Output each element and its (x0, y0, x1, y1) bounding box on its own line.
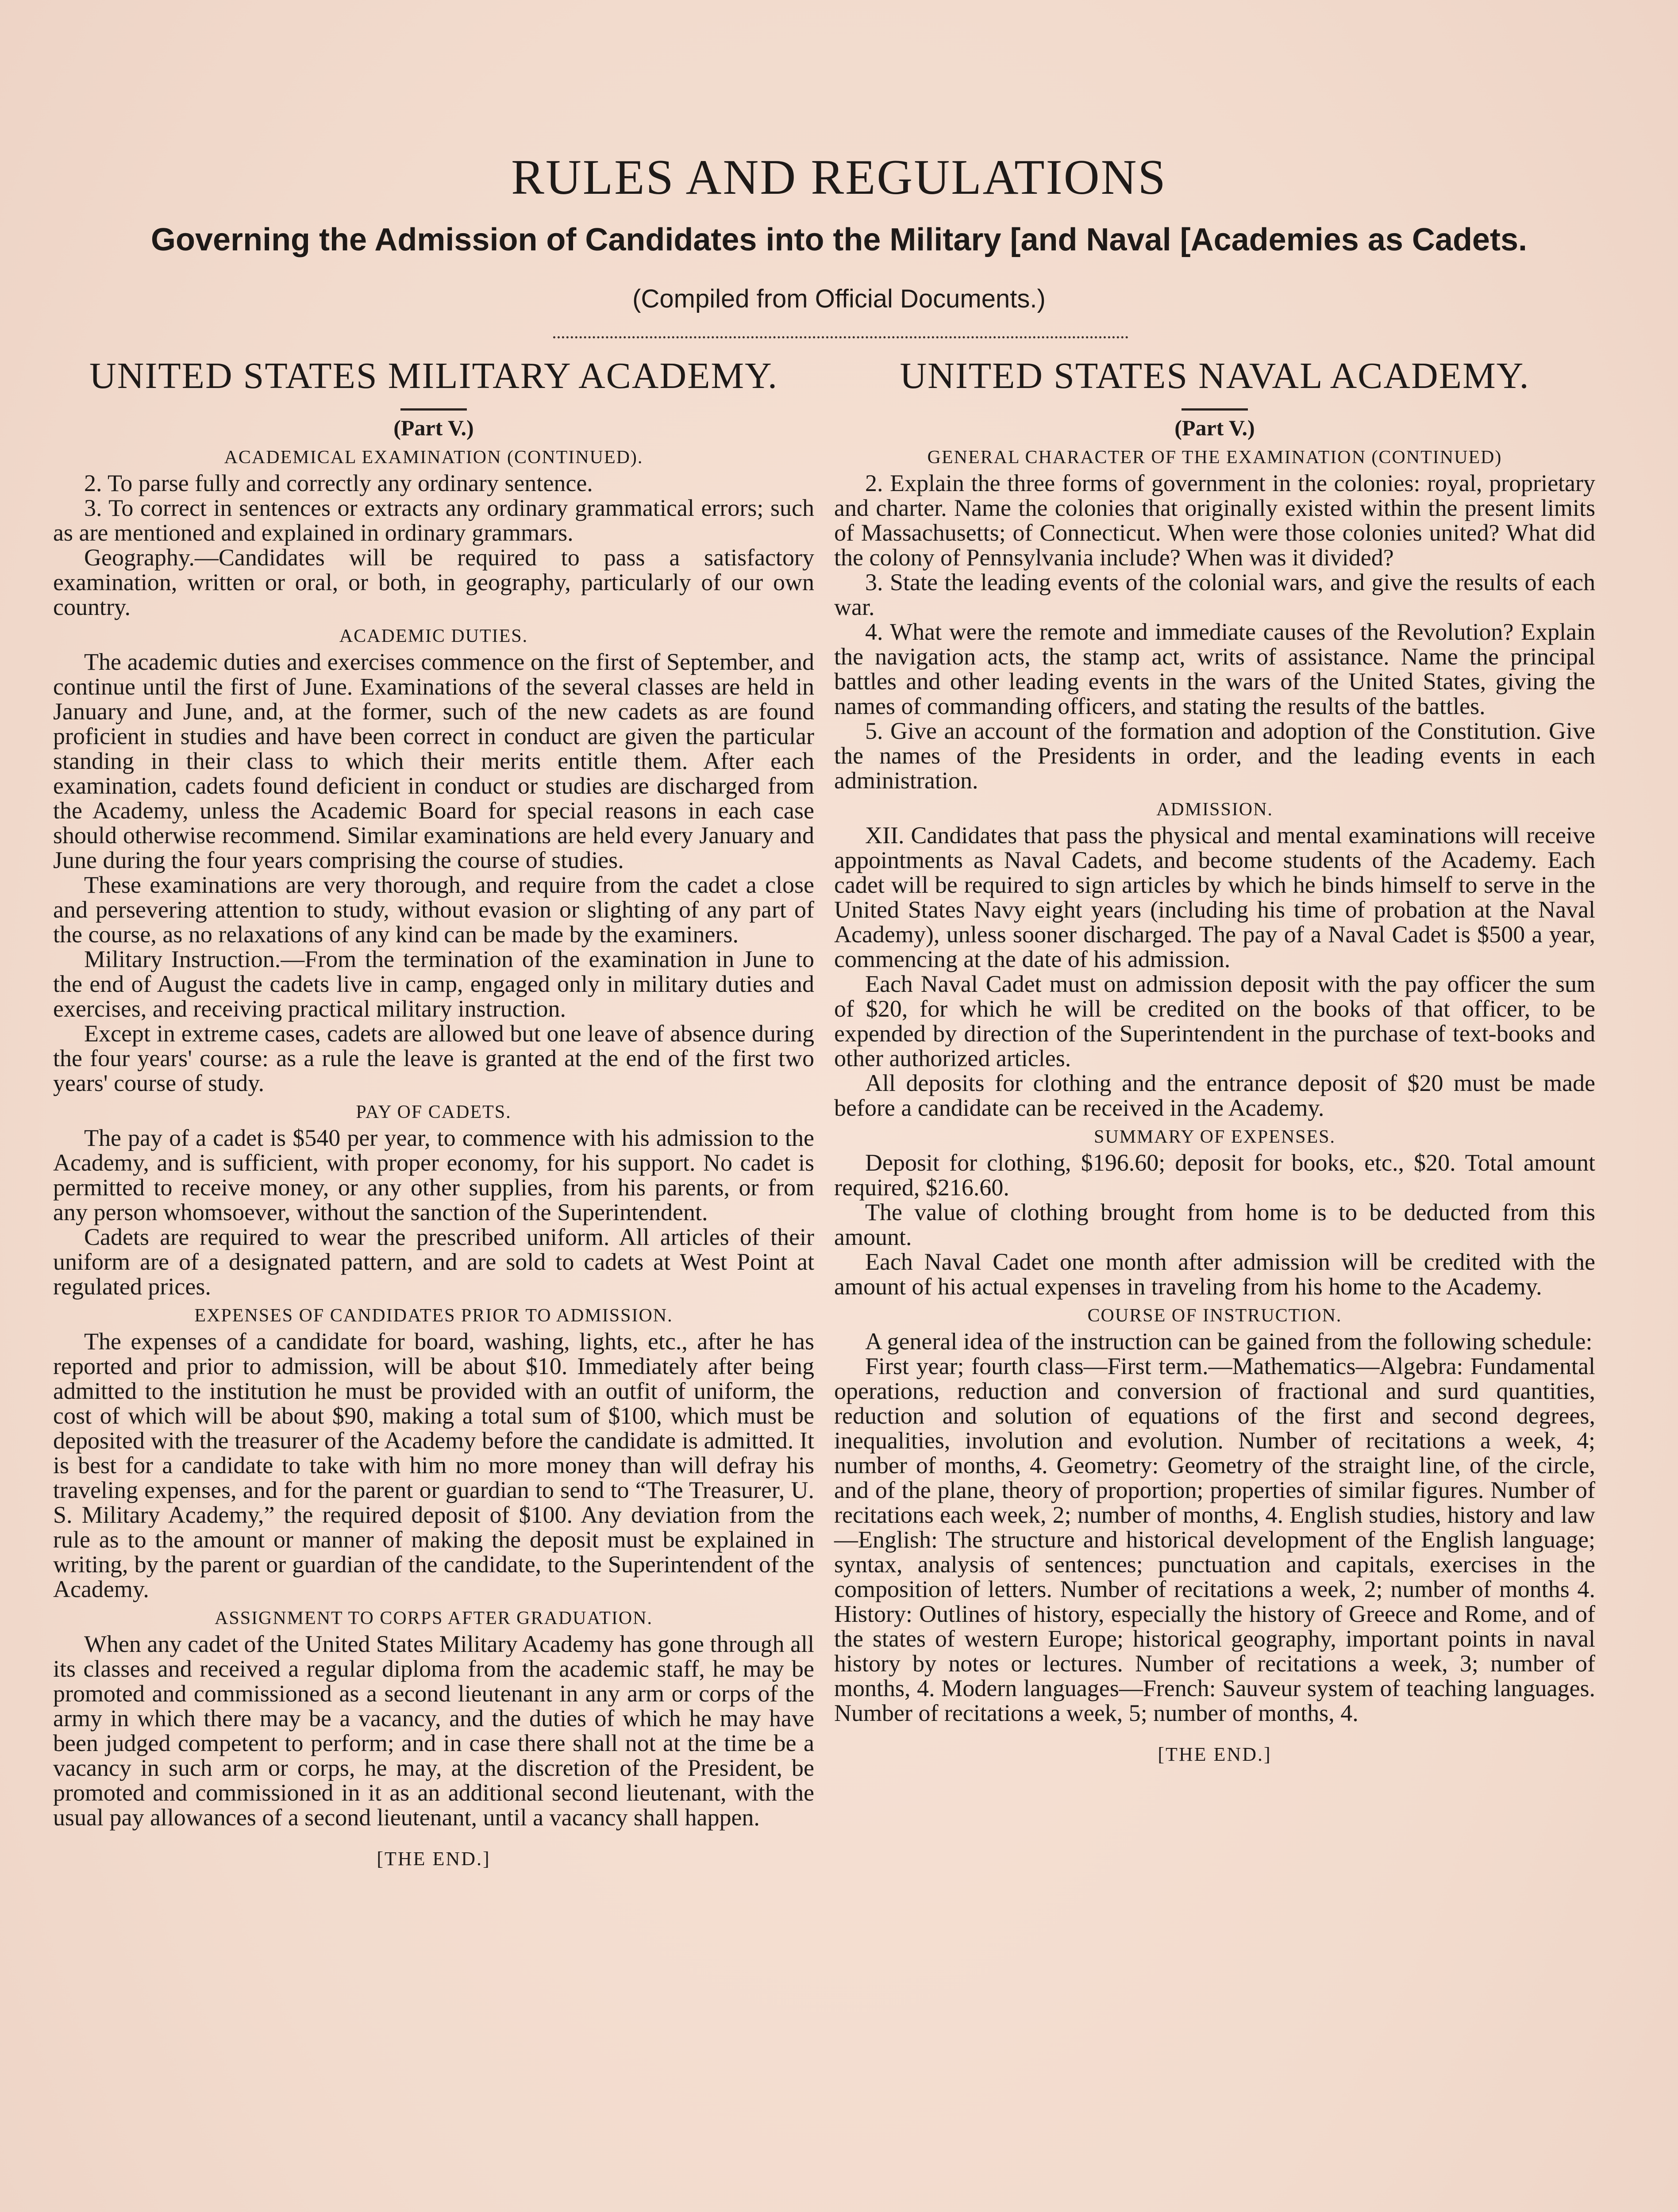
header-divider (553, 336, 1128, 338)
paragraph: 3. State the leading events of the colonial wars, and give the results of each war. (834, 568, 1595, 620)
section-heading: ACADEMICAL EXAMINATION (CONTINUED). (224, 447, 643, 468)
section-heading: PAY OF CADETS. (356, 1102, 512, 1122)
compiled-note: (Compiled from Official Documents.) (632, 284, 1046, 314)
paragraph: The value of clothing brought from home is to be deducted from this amount. (834, 1198, 1595, 1250)
paragraph: Cadets are required to wear the prescribed uniform. All articles of their uniform are of a designated pattern, and are sold to cadets at West Point at regulated prices. (53, 1223, 814, 1300)
paragraph: 5. Give an account of the formation and adoption of the Constitution. Give the names of the Presidents in order, and the leading events in each administration. (834, 717, 1595, 794)
part-label: (Part V.) (1174, 415, 1255, 440)
end-mark: [THE END.] (1158, 1743, 1272, 1765)
heading-dash (1182, 408, 1248, 411)
section-heading: ADMISSION. (1156, 799, 1273, 820)
paragraph: Each Naval Cadet must on admission deposit with the pay officer the sum of $20, for which he will be credited on the books of that officer, to be expended by direction of the Superintendent in the purchase of text-books and other authorized articles. (834, 970, 1595, 1071)
paragraph: 4. What were the remote and immediate causes of the Revolution? Explain the navigation acts, the stamp act, writs of assistance. Name the principal battles and other leading events in the wars of the United States, giving the names of commanding officers, and stating the results of the battles. (834, 618, 1595, 719)
section-heading: COURSE OF INSTRUCTION. (1087, 1305, 1342, 1326)
section-heading: ASSIGNMENT TO CORPS AFTER GRADUATION. (215, 1608, 653, 1628)
part-label: (Part V.) (393, 415, 474, 440)
naval-academy-column (834, 354, 1595, 1766)
military-academy-heading: UNITED STATES MILITARY ACADEMY. (89, 355, 778, 396)
section-heading: SUMMARY OF EXPENSES. (1093, 1126, 1336, 1147)
page-header (0, 150, 1678, 314)
paragraph: 3. To correct in sentences or extracts any ordinary grammatical errors; such as are mentioned and explained in ordinary grammars. (53, 494, 814, 546)
paragraph: All deposits for clothing and the entrance deposit of $20 must be made before a candidate can be received in the Academy. (834, 1069, 1595, 1121)
page-title: RULES AND REGULATIONS (511, 150, 1167, 205)
paragraph: Each Naval Cadet one month after admission will be credited with the amount of his actual expenses in traveling from his home to the Academy. (834, 1248, 1595, 1300)
section-heading: GENERAL CHARACTER OF THE EXAMINATION (CONTINUED) (927, 447, 1502, 468)
paragraph: These examinations are very thorough, and require from the cadet a close and persevering attention to study, without evasion or slighting of any part of the course, as no relaxations of any kind can be made by the examiners. (53, 871, 814, 948)
naval-academy-heading: UNITED STATES NAVAL ACADEMY. (900, 355, 1530, 396)
page-subtitle: Governing the Admission of Candidates into the Military [and Naval [Academies as Cadets. (151, 222, 1527, 258)
paragraph: The expenses of a candidate for board, washing, lights, etc., after he has reported and prior to admission, will be about $10. Immediately after being admitted to the institution he must be provided with an outfit of uniform, the cost of which will be about $90, making a total sum of $100, which must be deposited with the treasurer of the Academy before the candidate is admitted. It is best for a candidate to take with him no more money than will defray his traveling expenses, and for the parent or guardian to send to “The Treasurer, U. S. Military Academy,” the required deposit of $100. Any deviation from the rule as to the amount or manner of making the deposit must be explained in writing, by the parent or guardian of the candidate, to the Superintendent of the Academy. (53, 1328, 814, 1602)
paragraph: First year; fourth class—First term.—Mathematics—Algebra: Fundamental operations, reduction and conversion of fractional and surd quantities, reduction and solution of equations of the first and second degrees, inequalities, involution and evolution. Number of recitations a week, 4; number of months, 4. Geometry: Geometry of the straight line, of the circle, and of the plane, theory of proportion; properties of similar figures. Number of recitations each week, 2; number of months, 4. English studies, history and law—English: The structure and historical development of the English language; syntax, analysis of sentences; punctuation and capitals, exercises in the composition of letters. Number of recitations a week, 2; number of months 4. History: Outlines of history, especially the history of Greece and Rome, and of the states of western Europe; historical geography, important points in naval history by notes or lectures. Number of recitations a week, 3; number of months, 4. Modern languages—French: Sauveur system of teaching languages. Number of recitations a week, 5; number of months, 4. (834, 1352, 1595, 1726)
paragraph: Military Instruction.—From the termination of the examination in June to the end of August the cadets live in camp, engaged only in military duties and exercises, and receiving practical military instruction. (53, 945, 814, 1022)
paragraph: 2. To parse fully and correctly any ordinary sentence. (84, 469, 593, 496)
paragraph: 2. Explain the three forms of government in the colonies: royal, proprietary and charter. Name the colonies that originally existed within the present limits of Massachusetts; of Connecticut. When were those colonies united? What did the colony of Pennsylvania include? When was it divided? (834, 469, 1595, 571)
section-heading: ACADEMIC DUTIES. (339, 626, 528, 646)
paragraph: A general idea of the instruction can be gained from the following schedule: (865, 1328, 1593, 1355)
paragraph: The academic duties and exercises commence on the first of September, and continue until the first of June. Examinations of the several classes are held in January and June, and, at the former, such of the new cadets as are found proficient in studies and have been correct in conduct are given the particular standing in their class to which their merits entitle them. After each examination, cadets found deficient in conduct or studies are discharged from the Academy, unless the Academic Board for special reasons in each case should otherwise recommend. Similar examinations are held every January and June during the four years comprising the course of studies. (53, 648, 814, 873)
military-academy-column (53, 354, 814, 1870)
paragraph: Deposit for clothing, $196.60; deposit for books, etc., $20. Total amount required, $216.60. (834, 1149, 1595, 1201)
paragraph: Except in extreme cases, cadets are allowed but one leave of absence during the four years' course: as a rule the leave is granted at the end of the first two years' course of study. (53, 1020, 814, 1096)
end-mark: [THE END.] (377, 1847, 491, 1870)
paragraph: Geography.—Candidates will be required to pass a satisfactory examination, written or oral, or both, in geography, particularly of our own country. (53, 544, 814, 620)
paragraph: The pay of a cadet is $540 per year, to commence with his admission to the Academy, and is sufficient, with proper economy, for his support. No cadet is permitted to receive money, or any other supplies, from his parents, or from any person whomsoever, without the sanction of the Superintendent. (53, 1124, 814, 1225)
heading-dash (400, 408, 467, 411)
paragraph: XII. Candidates that pass the physical and mental examinations will receive appointments as Naval Cadets, and become students of the Academy. Each cadet will be required to sign articles by which he binds himself to serve in the United States Navy eight years (including his time of probation at the Naval Academy), unless sooner discharged. The pay of a Naval Cadet is $500 a year, commencing at the date of his admission. (834, 822, 1595, 972)
paragraph: When any cadet of the United States Military Academy has gone through all its classes and received a regular diploma from the academic staff, he may be promoted and commissioned as a second lieutenant in any arm or corps of the army in which there may be a vacancy, and the duties of which he may have been judged competent to perform; and in case there shall not at the time be a vacancy in such arm or corps, he may, at the discretion of the President, be promoted and commissioned in it as an additional second lieutenant, with the usual pay allowances of a second lieutenant, until a vacancy shall happen. (53, 1630, 814, 1831)
section-heading: EXPENSES OF CANDIDATES PRIOR TO ADMISSION. (194, 1305, 673, 1326)
